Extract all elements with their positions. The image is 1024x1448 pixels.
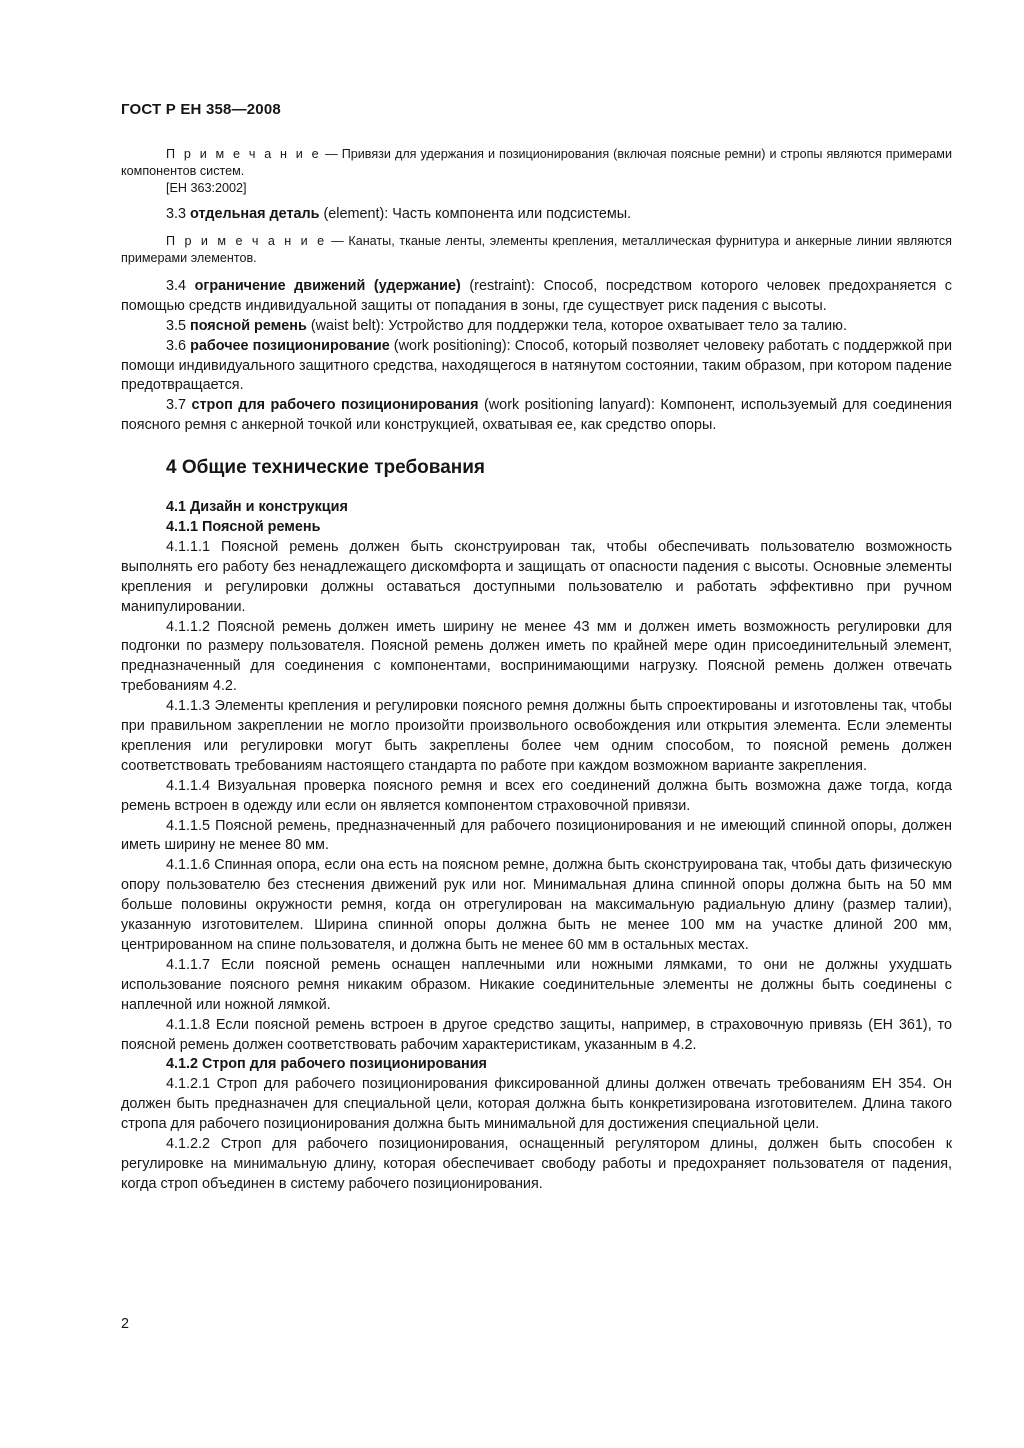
note-label: П р и м е ч а н и е bbox=[166, 147, 322, 161]
note-text: — Канаты, тканые ленты, элементы крепления, металлическая фурнитура и анкерные линии являются примерами элементов. bbox=[121, 233, 953, 265]
section-4-1-1-heading: 4.1.1 Поясной ремень bbox=[166, 518, 321, 535]
definition-text: (work positioning lanyard): Компонент, используемый для соединения поясного ремня с анкерной точкой или конструкцией, охватывая ее, как средство опоры. bbox=[121, 397, 952, 434]
definition-3-4 bbox=[121, 277, 952, 317]
section-4-heading: 4 Общие технические требования bbox=[166, 457, 486, 479]
definition-3-7 bbox=[121, 396, 952, 436]
clause-number: 3.5 bbox=[166, 317, 191, 334]
document-header: ГОСТ Р ЕН 358—2008 bbox=[121, 101, 281, 118]
paragraph-4-1-1-6: 4.1.1.6 Спинная опора, если она есть на поясном ремне, должна быть сконструирована так, чтобы дать физическую опору пользователю без стеснения движений рук или ног. Минимальная длина спинной опоры должна быть на 50 мм больше половины окружности ремня, когда он отрегулирован на максимальную радиальную длину (размер талии), указанную изготовителем. Ширина спинной опоры должна быть не менее 100 мм на участке длиной 200 мм, центрированном на спине пользователя, и должна быть не менее 60 мм в остальных местах. bbox=[121, 857, 952, 953]
page-number: 2 bbox=[121, 1316, 130, 1332]
paragraph-4-1-1-1: 4.1.1.1 Поясной ремень должен быть сконструирован так, чтобы обеспечивать пользователю возможность выполнять его работу без ненадлежащего дискомфорта и защищать от опасности падения с высоты. Основные элементы крепления и регулировки должны оставаться доступными пользователю и работать эффективно при ручном манипулировании. bbox=[121, 538, 952, 615]
term: рабочее позиционирование bbox=[190, 337, 390, 354]
note-2 bbox=[121, 233, 952, 267]
definition-3-3 bbox=[121, 205, 952, 225]
definition-text: (element): Часть компонента или подсистемы. bbox=[319, 206, 632, 222]
definition-text: (waist belt): Устройство для поддержки тела, которое охватывает тело за талию. bbox=[306, 317, 847, 334]
definition-3-6 bbox=[121, 337, 952, 397]
clause-number: 3.3 bbox=[166, 206, 191, 222]
note-text: — Привязи для удержания и позиционирования (включая поясные ремни) и стропы являются примерами компонентов систем. bbox=[121, 147, 952, 178]
paragraph-4-1-1-4: 4.1.1.4 Визуальная проверка поясного ремня и всех его соединений должна быть возможна даже тогда, когда ремень встроен в одежду или если он является компонентом страховочной привязи. bbox=[121, 777, 952, 814]
definition-text: (work positioning): Способ, который позволяет человеку работать с поддержкой при помощи индивидуального защитного средства, находящегося в натянутом состоянии, таким образом, при котором падение предотвращается. bbox=[121, 337, 952, 394]
term: строп для рабочего позиционирования bbox=[191, 397, 479, 414]
note-label: П р и м е ч а н и е bbox=[166, 233, 327, 248]
document-body bbox=[121, 146, 952, 1195]
reference-1: [ЕН 363:2002] bbox=[166, 181, 247, 195]
paragraph-4-1-2-2: 4.1.2.2 Строп для рабочего позиционирования, оснащенный регулятором длины, должен быть способен к регулировке на минимальную длину, которая обеспечивает свободу работы и предохраняет пользователя от падения, когда строп объединен в систему рабочего позиционирования. bbox=[121, 1136, 952, 1192]
paragraph-4-1-1-2: 4.1.1.2 Поясной ремень должен иметь ширину не менее 43 мм и должен иметь возможность регулировки для подгонки по размеру пользователя. Поясной ремень должен иметь по крайней мере один присоединительный элемент, предназначенный для соединения с компонентами, воспринимающими нагрузку. Поясной ремень должен отвечать требованиям 4.2. bbox=[121, 618, 952, 695]
note-1 bbox=[121, 146, 952, 180]
term: отдельная деталь bbox=[190, 206, 320, 222]
paragraph-4-1-1-8: 4.1.1.8 Если поясной ремень встроен в другое средство защиты, например, в страховочную привязь (ЕН 361), то поясной ремень должен соответствовать рабочим характеристикам, указанным в 4.2. bbox=[121, 1016, 952, 1053]
clause-number: 3.4 bbox=[166, 277, 195, 294]
paragraph-4-1-1-3: 4.1.1.3 Элементы крепления и регулировки поясного ремня должны быть спроектированы и изготовлены так, чтобы при правильном закреплении не могло произойти произвольного освобождения или открытия элемента. Если элементы крепления или регулировки могут быть закреплены более чем одним способом, то поясной ремень должен соответствовать требованиям настоящего стандарта по работе при каждом возможном варианте закрепления. bbox=[121, 698, 952, 774]
clause-number: 3.6 bbox=[166, 337, 191, 354]
term: поясной ремень bbox=[190, 317, 307, 334]
paragraph-4-1-1-7: 4.1.1.7 Если поясной ремень оснащен наплечными или ножными лямками, то они не должны ухудшать использование поясного ремня никаким образом. Никакие соединительные элементы не должны быть соединены с наплечной или ножной лямкой. bbox=[121, 956, 952, 1013]
definition-text: (restraint): Способ, посредством которого человек предохраняется с помощью средств индивидуальной защиты от попадания в зоны, где существует риск падения с высоты. bbox=[121, 277, 952, 314]
section-4-1-2-heading: 4.1.2 Строп для рабочего позиционирования bbox=[166, 1056, 487, 1073]
paragraph-4-1-1-5: 4.1.1.5 Поясной ремень, предназначенный для рабочего позиционирования и не имеющий спинной опоры, должен иметь ширину не менее 80 мм. bbox=[121, 817, 952, 854]
term: ограничение движений (удержание) bbox=[194, 277, 461, 294]
definition-3-5 bbox=[121, 317, 952, 337]
section-4-1-heading: 4.1 Дизайн и конструкция bbox=[166, 499, 348, 516]
clause-number: 3.7 bbox=[166, 397, 192, 414]
paragraph-4-1-2-1: 4.1.2.1 Строп для рабочего позиционирования фиксированной длины должен отвечать требованиям ЕН 354. Он должен быть предназначен для специальной цели, которая должна быть конкретизирована изготовителем. Длина такого стропа для рабочего позиционирования должна быть минимальной для достижения специальной цели. bbox=[121, 1076, 952, 1133]
